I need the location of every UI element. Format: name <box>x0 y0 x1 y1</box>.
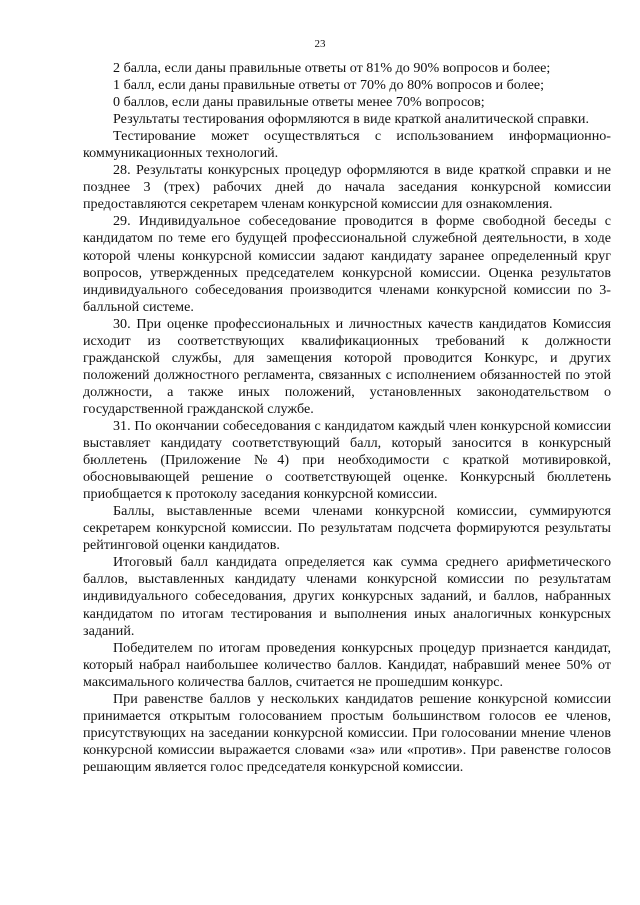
paragraph-clause-29: 29. Индивидуальное собеседование проводится в форме свободной беседы с кандидатом по теме его будущей профессиональной служебной деятельности, в ходе которой члены конкурсной комиссии задают кандидату заранее определенный круг вопросов, утвержденных председателем конкурсной комиссии. Оценка результатов индивидуального собеседования производится членами конкурсной комиссии по 3-балльной системе. <box>83 213 611 315</box>
paragraph-test-technology: Тестирование может осуществляться с использованием информационно-коммуникационных технологий. <box>83 128 611 162</box>
paragraph-test-results: Результаты тестирования оформляются в виде краткой аналитической справки. <box>113 111 589 128</box>
paragraph-scores-summed: Баллы, выставленные всеми членами конкурсной комиссии, суммируются секретарем конкурсной комиссии. По результатам подсчета формируются результаты рейтинговой оценки кандидатов. <box>83 503 611 554</box>
paragraph-final-score: Итоговый балл кандидата определяется как сумма среднего арифметического баллов, выставленных кандидату членами конкурсной комиссии по результатам индивидуального собеседования, других конкурсных заданий, и баллов, набранных кандидатом по итогам тестирования и выполнения иных аналогичных конкурсных заданий. <box>83 554 611 639</box>
paragraph-score-1: 1 балл, если даны правильные ответы от 70% до 80% вопросов и более; <box>113 77 545 94</box>
paragraph-winner: Победителем по итогам проведения конкурсных процедур признается кандидат, который набрал наибольшее количество баллов. Кандидат, набравший менее 50% от максимального количества баллов, считается не прошедшим конкурс. <box>83 639 611 690</box>
paragraph-clause-31: 31. По окончании собеседования с кандидатом каждый член конкурсной комиссии выставляет кандидату соответствующий балл, который заносится в конкурсный бюллетень (Приложение №4) при необходимости с краткой мотивировкой, обосновывающей решение о соответствующей оценке. Конкурсный бюллетень приобщается к протоколу заседания конкурсной комиссии. <box>83 417 611 503</box>
paragraph-score-0: 0 баллов, если даны правильные ответы менее 70% вопросов; <box>113 94 485 111</box>
paragraph-clause-30: 30. При оценке профессиональных и личностных качеств кандидатов Комиссия исходит из соответствующих квалификационных требований к должности гражданской службы, для замещения которой проводится Конкурс, и других положений должностного регламента, связанных с исполнением обязанностей по этой должности, а также иных положений, установленных законодательством о государственной гражданской службе. <box>83 315 611 417</box>
document-body <box>83 60 611 776</box>
paragraph-clause-28: 28. Результаты конкурсных процедур оформляются в виде краткой справки и не позднее 3 (трех) рабочих дней до начала заседания конкурсной комиссии предоставляются секретарем членам конкурсной комиссии для ознакомления. <box>83 162 611 213</box>
paragraph-score-2: 2 балла, если даны правильные ответы от 81% до 90% вопросов и более; <box>113 60 551 76</box>
paragraph-tie-vote: При равенстве баллов у нескольких кандидатов решение конкурсной комиссии принимается открытым голосованием простым большинством голосов ее членов, присутствующих на заседании конкурсной комиссии. При голосовании мнение членов конкурсной комиссии выражается словами «за» или «против». При равенстве голосов решающим является голос председателя конкурсной комиссии. <box>83 690 611 775</box>
page-number: 23 <box>314 38 326 50</box>
